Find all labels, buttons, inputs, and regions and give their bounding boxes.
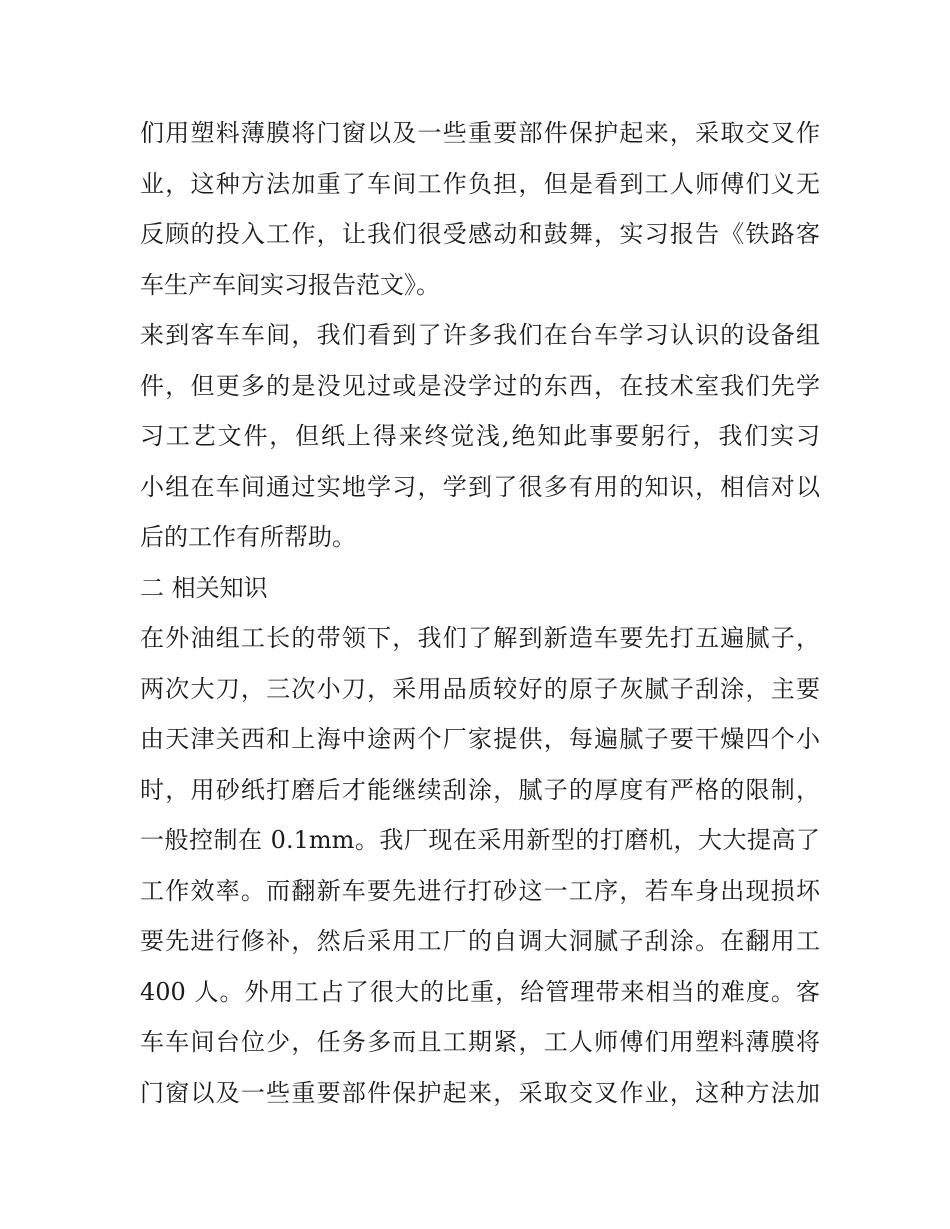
- text-line: 后的工作有所帮助。: [140, 523, 356, 551]
- text-line: 要先进行修补，然后采用工厂的自调大洞腻子刮涂。在翻用工: [140, 927, 820, 955]
- text-line: 们用塑料薄膜将门窗以及一些重要部件保护起来，采取交叉作: [140, 119, 820, 147]
- text-line: 反顾的投入工作，让我们很受感动和鼓舞，实习报告《铁路客: [140, 220, 820, 248]
- text-line: 二 相关知识: [140, 573, 268, 602]
- text-line: 门窗以及一些重要部件保护起来，采取交叉作业，这种方法加: [140, 1078, 820, 1107]
- text-line: 两次大刀，三次小刀，采用品质较好的原子灰腻子刮涂，主要: [140, 674, 820, 703]
- text-line: 习工艺文件，但纸上得来终觉浅,绝知此事要躬行，我们实习: [140, 422, 820, 450]
- text-line: 工作效率。而翻新车要先进行打砂这一工序，若车身出现损坏: [140, 876, 820, 905]
- text-line: 400 人。外用工占了很大的比重，给管理带来相当的难度。客: [140, 977, 820, 1006]
- text-line: 车生产车间实习报告范文》。: [140, 270, 440, 299]
- text-line: 小组在车间通过实地学习，学到了很多有用的知识，相信对以: [140, 472, 820, 501]
- text-line: 车车间台位少，任务多而且工期紧，工人师傅们用塑料薄膜将: [140, 1028, 820, 1056]
- text-line: 在外油组工长的带领下，我们了解到新造车要先打五遍腻子，: [140, 624, 820, 652]
- text-line: 来到客车车间，我们看到了许多我们在台车学习认识的设备组: [140, 321, 820, 349]
- text-line: 时，用砂纸打磨后才能继续刮涂，腻子的厚度有严格的限制，: [140, 775, 820, 804]
- text-line: 由天津关西和上海中途两个厂家提供，每遍腻子要干燥四个小: [140, 725, 820, 753]
- text-line: 业，这种方法加重了车间工作负担，但是看到工人师傅们义无: [140, 169, 820, 198]
- body-text: [140, 108, 820, 1118]
- text-line: 件，但更多的是没见过或是没学过的东西，在技术室我们先学: [140, 371, 820, 400]
- text-line: 一般控制在 0.1mm。我厂现在采用新型的打磨机，大大提高了: [140, 826, 820, 854]
